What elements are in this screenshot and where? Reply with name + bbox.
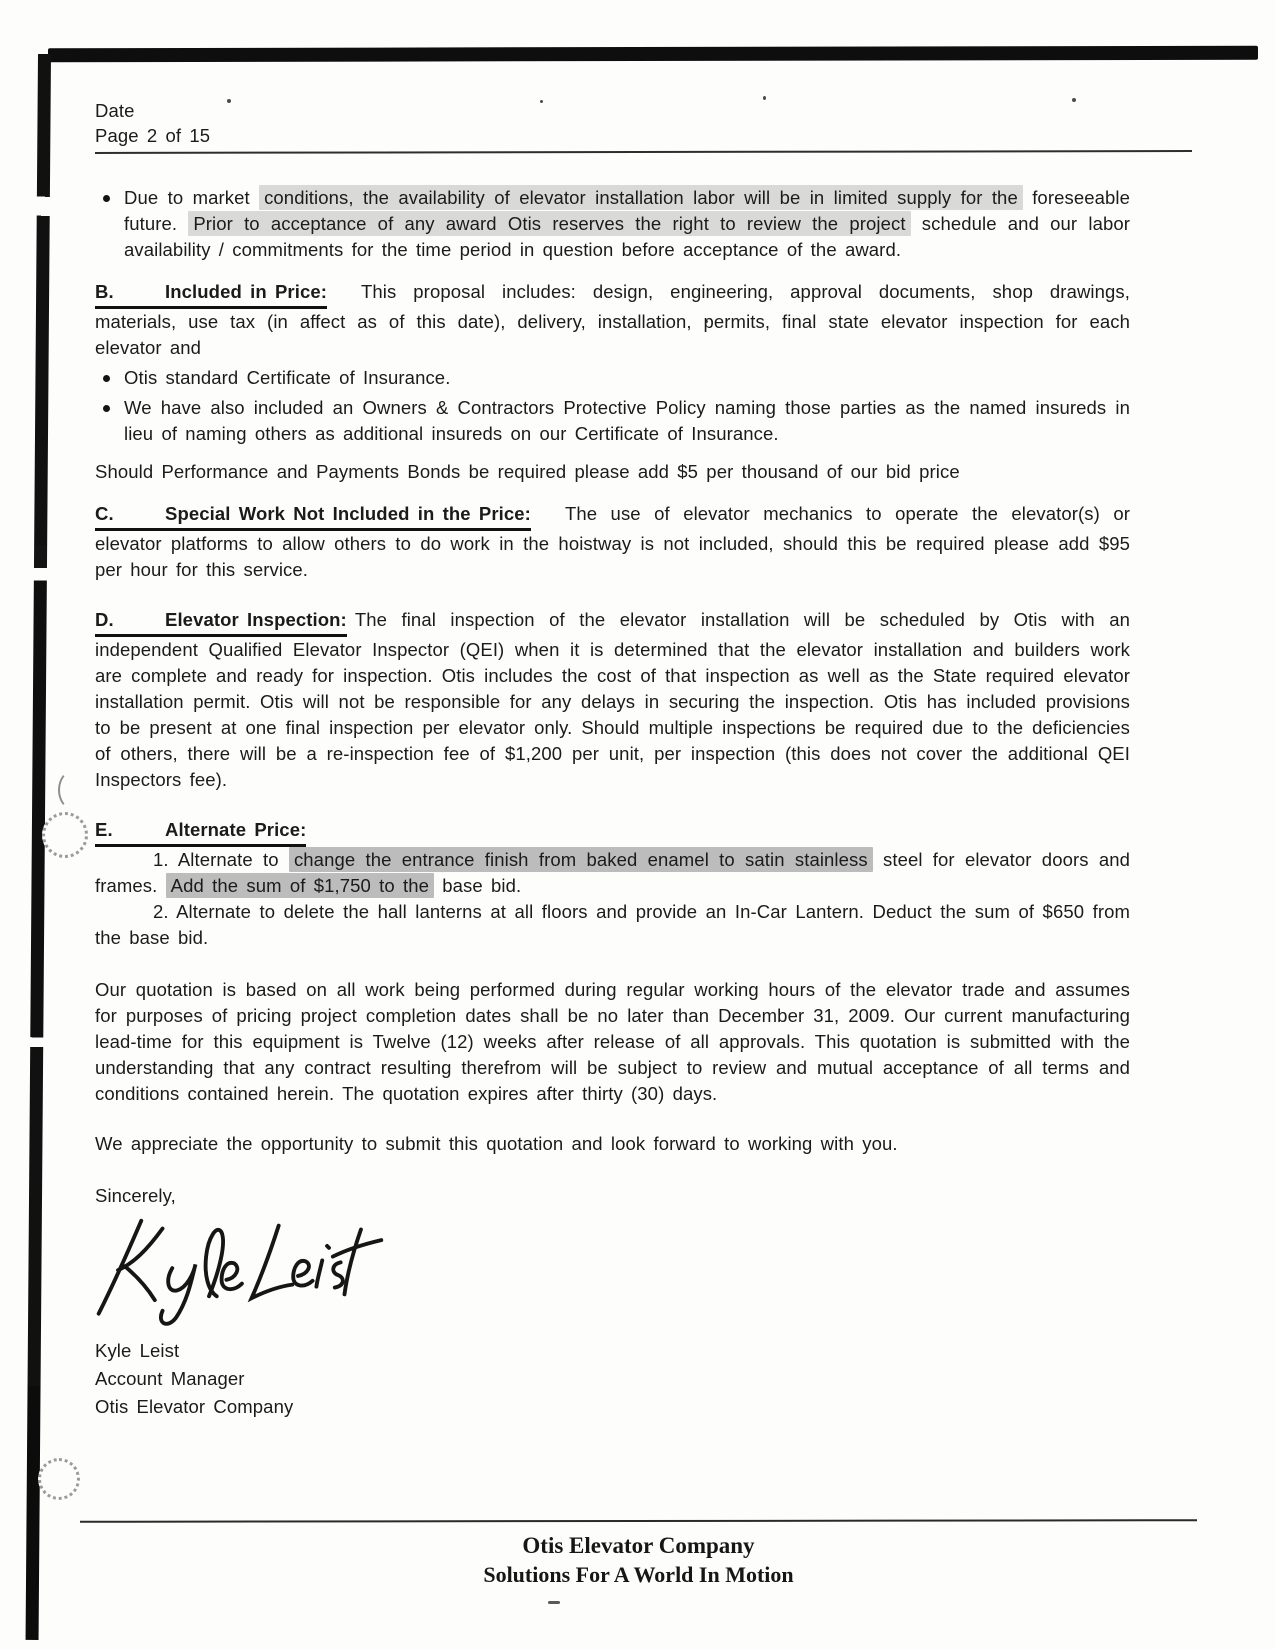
- section-d-heading: [95, 607, 347, 637]
- section-c-heading: [95, 501, 531, 531]
- section-b-paragraph: [95, 279, 1130, 361]
- section-e-heading: [95, 817, 306, 847]
- signer-title: Account Manager: [95, 1368, 245, 1389]
- bullet-dot-icon: [103, 405, 110, 412]
- date-label: Date: [95, 100, 135, 121]
- scan-speck: [548, 1601, 560, 1604]
- section-letter: E.: [95, 819, 113, 840]
- alt1-post: base bid.: [434, 875, 522, 896]
- page-header: [95, 98, 1130, 153]
- page-footer: [80, 1531, 1197, 1589]
- list-item: [95, 365, 1130, 391]
- highlighted-text: Prior to acceptance of any award Otis reserves the right to review the project: [188, 211, 910, 236]
- list-item: [95, 395, 1130, 447]
- hole-punch: [42, 812, 88, 858]
- highlighted-text: Add the sum of $1,750 to the: [166, 873, 434, 898]
- section-letter: B.: [95, 281, 114, 302]
- page-number: Page 2 of 15: [95, 125, 211, 146]
- salutation: Sincerely,: [95, 1185, 176, 1206]
- bullet-text: Otis standard Certificate of Insurance.: [124, 367, 451, 388]
- section-b-heading: [95, 279, 327, 309]
- section-b-body: This proposal includes: design, engineering, approval documents, shop drawings, materials, use tax (in affect as of this date), delivery, installation, permits, final state elevator inspection for each elevator and: [95, 281, 1130, 358]
- footer-tagline: Solutions For A World In Motion: [483, 1562, 794, 1587]
- scan-border-top: [48, 46, 1258, 63]
- footer-company-name: Otis Elevator Company: [522, 1533, 755, 1558]
- section-title: Included in Price:: [165, 281, 327, 302]
- section-c-body: The use of elevator mechanics to operate the elevator(s) or elevator platforms to allow others to do work in the hoistway is not included, should this be required please add $95 per hour for this service.: [95, 503, 1130, 580]
- intro-text-post: schedule and our labor availability / commitments for the time period in question before acceptance of the award.: [124, 213, 1130, 260]
- alt1-mid: steel for elevator doors and frames.: [95, 849, 1131, 896]
- section-d-body: The final inspection of the elevator installation will be scheduled by Otis with an independent Qualified Elevator Inspector (QEI) when it is determined that the elevator installation and builders work are complete and ready for inspection. Otis includes the cost of that inspection as well as the State required elevator installation permit. Otis will not be responsible for any delays in securing the inspection. Otis has included provisions to be present at one final inspection per elevator only. Should multiple inspections be required due to the deficiencies of others, there will be a re-inspection fee of $1,200 per unit, per inspection (this does not cover the additional QEI Inspectors fee).: [95, 609, 1130, 790]
- section-e-heading-row: [95, 817, 1130, 847]
- section-letter: D.: [95, 609, 114, 630]
- section-title: Special Work Not Included in the Price:: [165, 503, 531, 524]
- signer-name: Kyle Leist: [95, 1340, 180, 1361]
- signature-block: [95, 1337, 1130, 1421]
- bullet-text: We have also included an Owners & Contractors Protective Policy naming those parties as the named insureds in lieu of naming others as additional insureds on our Certificate of Insurance.: [124, 397, 1130, 444]
- header-rule: [95, 150, 1192, 154]
- signer-company: Otis Elevator Company: [95, 1396, 294, 1417]
- alternate-item-1: [95, 847, 1130, 899]
- footer-rule: [80, 1519, 1197, 1523]
- highlighted-text: conditions, the availability of elevator installation labor will be in limited supply for the: [259, 185, 1023, 210]
- quotation-terms-paragraph: Our quotation is based on all work being performed during regular working hours of the elevator trade and assumes for purposes of pricing project completion dates shall be no later than December 31, 2009. Our current manufacturing lead-time for this equipment is Twelve (12) weeks after release of all approvals. This quotation is submitted with the understanding that any contract resulting therefrom will be subject to review and mutual acceptance of all terms and conditions contained herein. The quotation expires after thirty (30) days.: [95, 979, 1130, 1104]
- section-c-paragraph: [95, 501, 1130, 583]
- hole-punch: [38, 1458, 80, 1500]
- signature: [89, 1211, 389, 1337]
- section-title: Alternate Price:: [165, 819, 307, 840]
- bullet-dot-icon: [103, 375, 110, 382]
- highlighted-text: change the entrance finish from baked enamel to satin stainless: [289, 847, 873, 872]
- section-title: Elevator Inspection:: [165, 609, 347, 630]
- bonds-note: Should Performance and Payments Bonds be required please add $5 per thousand of our bid price: [95, 461, 960, 482]
- section-e: [95, 817, 1130, 951]
- letter-body: [95, 98, 1130, 1421]
- intro-bullet-item: [95, 185, 1130, 263]
- appreciation-line: We appreciate the opportunity to submit this quotation and look forward to working with you.: [95, 1133, 898, 1154]
- intro-bullet-text: [124, 185, 1130, 263]
- intro-text-pre: Due to market: [124, 187, 260, 208]
- section-letter: C.: [95, 503, 114, 524]
- alt1-pre: 1. Alternate to: [153, 849, 289, 870]
- section-d-paragraph: [95, 607, 1130, 793]
- alternate-item-2: 2. Alternate to delete the hall lanterns at all floors and provide an In-Car Lantern. Deduct the sum of $650 from the base bid.: [95, 901, 1130, 948]
- intro-text-mid: foreseeable future.: [124, 187, 1130, 234]
- scan-artifact-arc: [58, 770, 88, 810]
- bullet-dot-icon: [103, 195, 110, 202]
